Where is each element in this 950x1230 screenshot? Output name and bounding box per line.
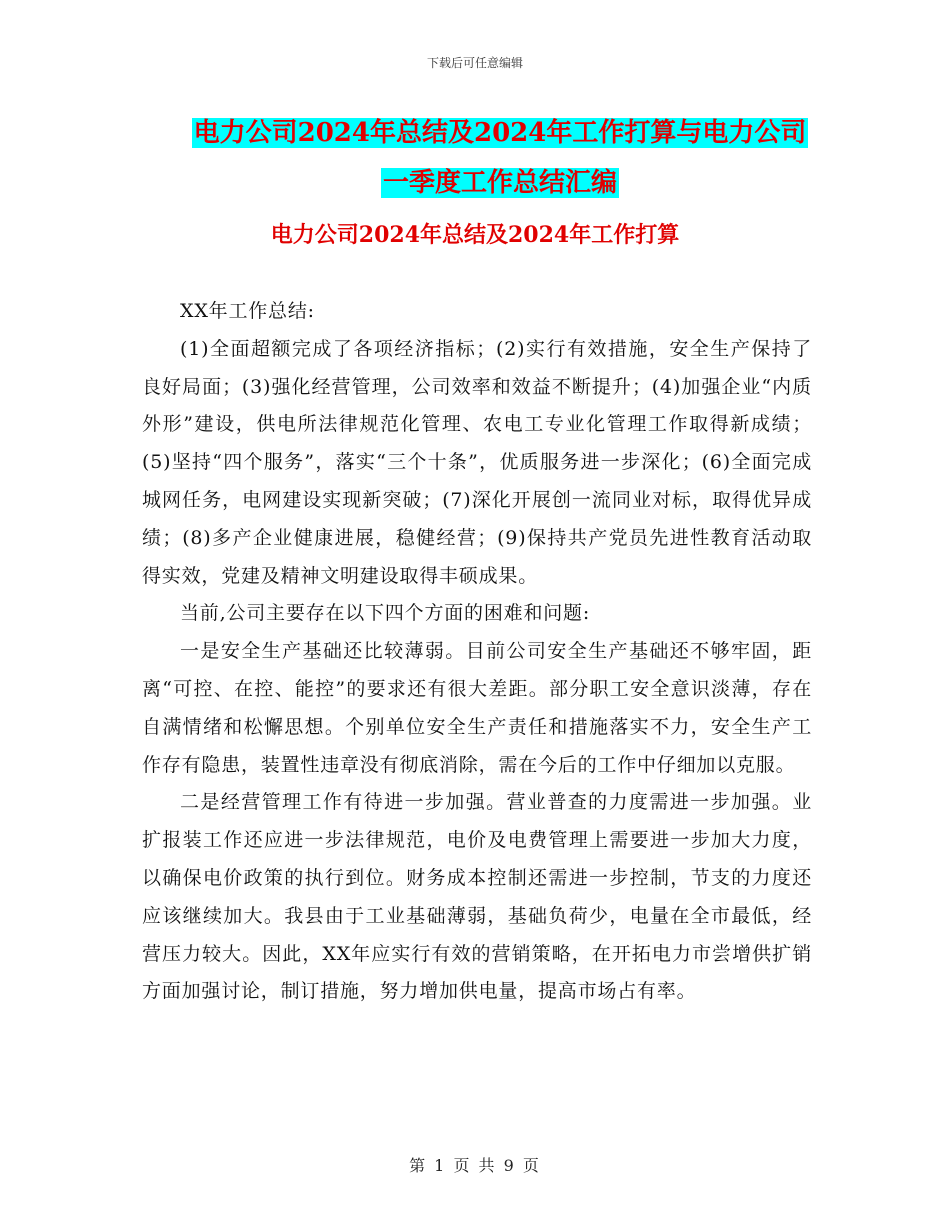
page-number: 第 1 页 共 9 页 [409,1156,541,1175]
header-note: 下载后可任意编辑 [426,56,523,70]
document-title-line-2: 一季度工作总结汇编 [382,168,617,198]
section-title: 电力公司2024年总结及2024年工作打算 [270,222,680,248]
paragraph-problems-intro: 当前,公司主要存在以下四个方面的困难和问题: [180,602,591,625]
paragraph-achievements: (1)全面超额完成了各项经济指标；(2)实行有效措施，安全生产保持了良好局面；(3)强化经营管理，公司效率和效益不断提升；(4)加强企业“内质外形”建设，供电所法律规范化管理、农电工专业化管理工作取得新成绩；(5)坚持“四个服务”，落实“三个十条”，优质服务进一步深化；(6)全面完成城网任务，电网建设实现新突破；(7)深化开展创一流同业对标，取得优异成绩；(8)多产企业健康进展，稳健经营；(9)保持共产党员先进性教育活动取得实效，党建及精神文明建设取得丰硕成果。 [142,337,812,587]
document-body [142,293,812,1011]
paragraph-management-issue: 二是经营管理工作有待进一步加强。营业普查的力度需进一步加强。业扩报装工作还应进一步法律规范，电价及电费管理上需要进一步加大力度，以确保电价政策的执行到位。财务成本控制还需进一步控制，节支的力度还应该继续加大。我县由于工业基础薄弱，基础负荷少，电量在全市最低，经营压力较大。因此，XX年应实行有效的营销策略，在开拓电力市尝增供扩销方面加强讨论，制订措施，努力增加供电量，提高市场占有率。 [142,791,812,1003]
document-title [190,108,810,208]
document-title-line-1: 电力公司2024年总结及2024年工作打算与电力公司 [193,118,807,148]
paragraph-summary-heading: XX年工作总结: [180,300,315,322]
paragraph-safety-issue: 一是安全生产基础还比较薄弱。目前公司安全生产基础还不够牢固，距离“可控、在控、能控”的要求还有很大差距。部分职工安全意识淡薄，存在自满情绪和松懈思想。个别单位安全生产责任和措施落实不力，安全生产工作存有隐患，装置性违章没有彻底消除，需在今后的工作中仔细加以克服。 [142,640,812,776]
